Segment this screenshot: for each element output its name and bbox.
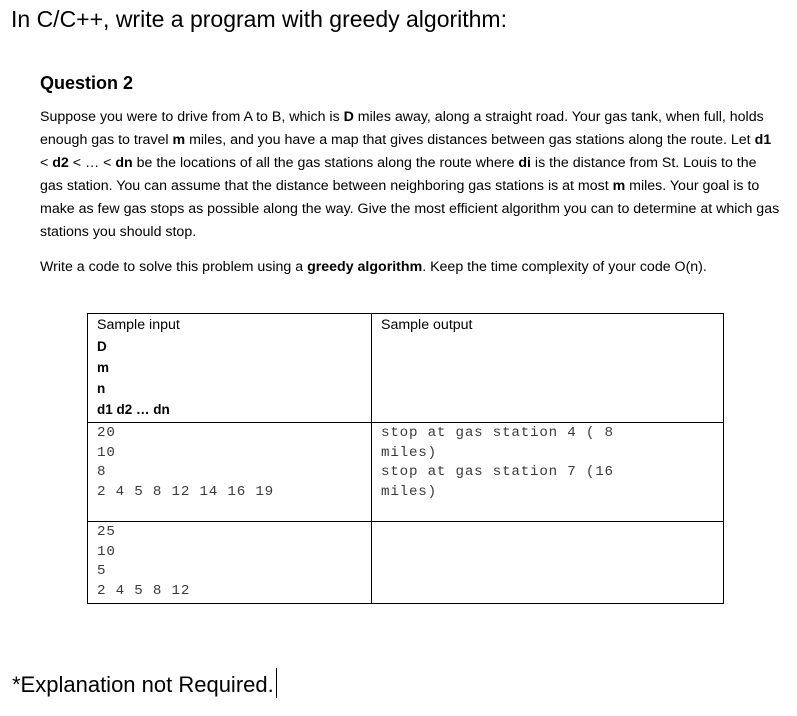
table-header-row [88,314,724,423]
sample-io-table [87,313,724,604]
question-title: Question 2 [40,73,134,93]
bold-term: d1 [754,132,772,148]
input-header-cell [88,314,372,423]
bold-term: greedy algorithm [307,259,423,275]
table-row [88,522,724,604]
input-format-line: n [97,381,106,396]
bold-term: dn [115,155,133,171]
page-heading: In C/C++, write a program with greedy algorithm: [11,6,507,32]
sample-input-line: 10 [97,543,116,560]
input-header: Sample input [97,317,180,333]
sample-output-cell [372,522,724,604]
sample-output-line: miles) [381,444,437,461]
footer-text: *Explanation not Required. [12,672,274,697]
sample-input-line: 10 [97,444,116,461]
sample-output-line: miles) [381,483,437,500]
bold-term: D [343,109,354,125]
input-format-line: m [97,360,110,375]
sample-input-cell [88,423,372,522]
sample-input-line: 25 [97,524,116,540]
text-segment: be the locations of all the gas stations along the route where [132,155,519,171]
text-segment: miles, and you have a map that gives distances between gas stations along the route. Let [185,132,755,148]
text-segment: Write a code to solve this problem using a [40,259,308,275]
sample-input-line: 8 [97,464,107,480]
sample-input-line: 2 4 5 8 12 [97,582,191,599]
footer-note[interactable] [12,668,277,698]
text-segment: miles away, along a straight road. Your gas tank, when full, holds enough gas to travel [40,109,764,148]
text-segment: miles. Your goal is to make as few gas stops as possible along the way. Give the most efficient algorithm you can to determine at which gas stations you should stop. [40,178,780,240]
output-header-cell [372,314,724,423]
text-segment: . Keep the time complexity of your code O(n). [422,259,707,275]
output-header: Sample output [381,317,473,333]
sample-input-line: 2 4 5 8 12 14 16 19 [97,483,274,500]
sample-output-line: stop at gas station 4 ( 8 [381,425,614,441]
sample-input-cell [88,522,372,604]
input-format-line: D [97,339,107,354]
text-segment: < … < [68,155,116,171]
bold-term: di [518,155,531,171]
text-segment: Suppose you were to drive from A to B, which is [40,109,344,125]
table-row [88,423,724,522]
bold-term: d2 [52,155,69,171]
input-format-line: d1 d2 … dn [97,402,170,417]
text-cursor [276,668,277,698]
task-instruction [40,256,780,279]
bold-term: m [612,178,626,194]
bold-term: m [172,132,186,148]
problem-description [40,106,780,244]
text-segment: is the distance from St. Louis to the gas station. You can assume that the distance between neighboring gas stations is at most [40,155,757,194]
sample-output-cell [372,423,724,522]
sample-input-line: 20 [97,425,116,441]
sample-input-line: 5 [97,563,107,579]
sample-output-line: stop at gas station 7 (16 [381,464,614,480]
text-segment: < [40,155,53,171]
